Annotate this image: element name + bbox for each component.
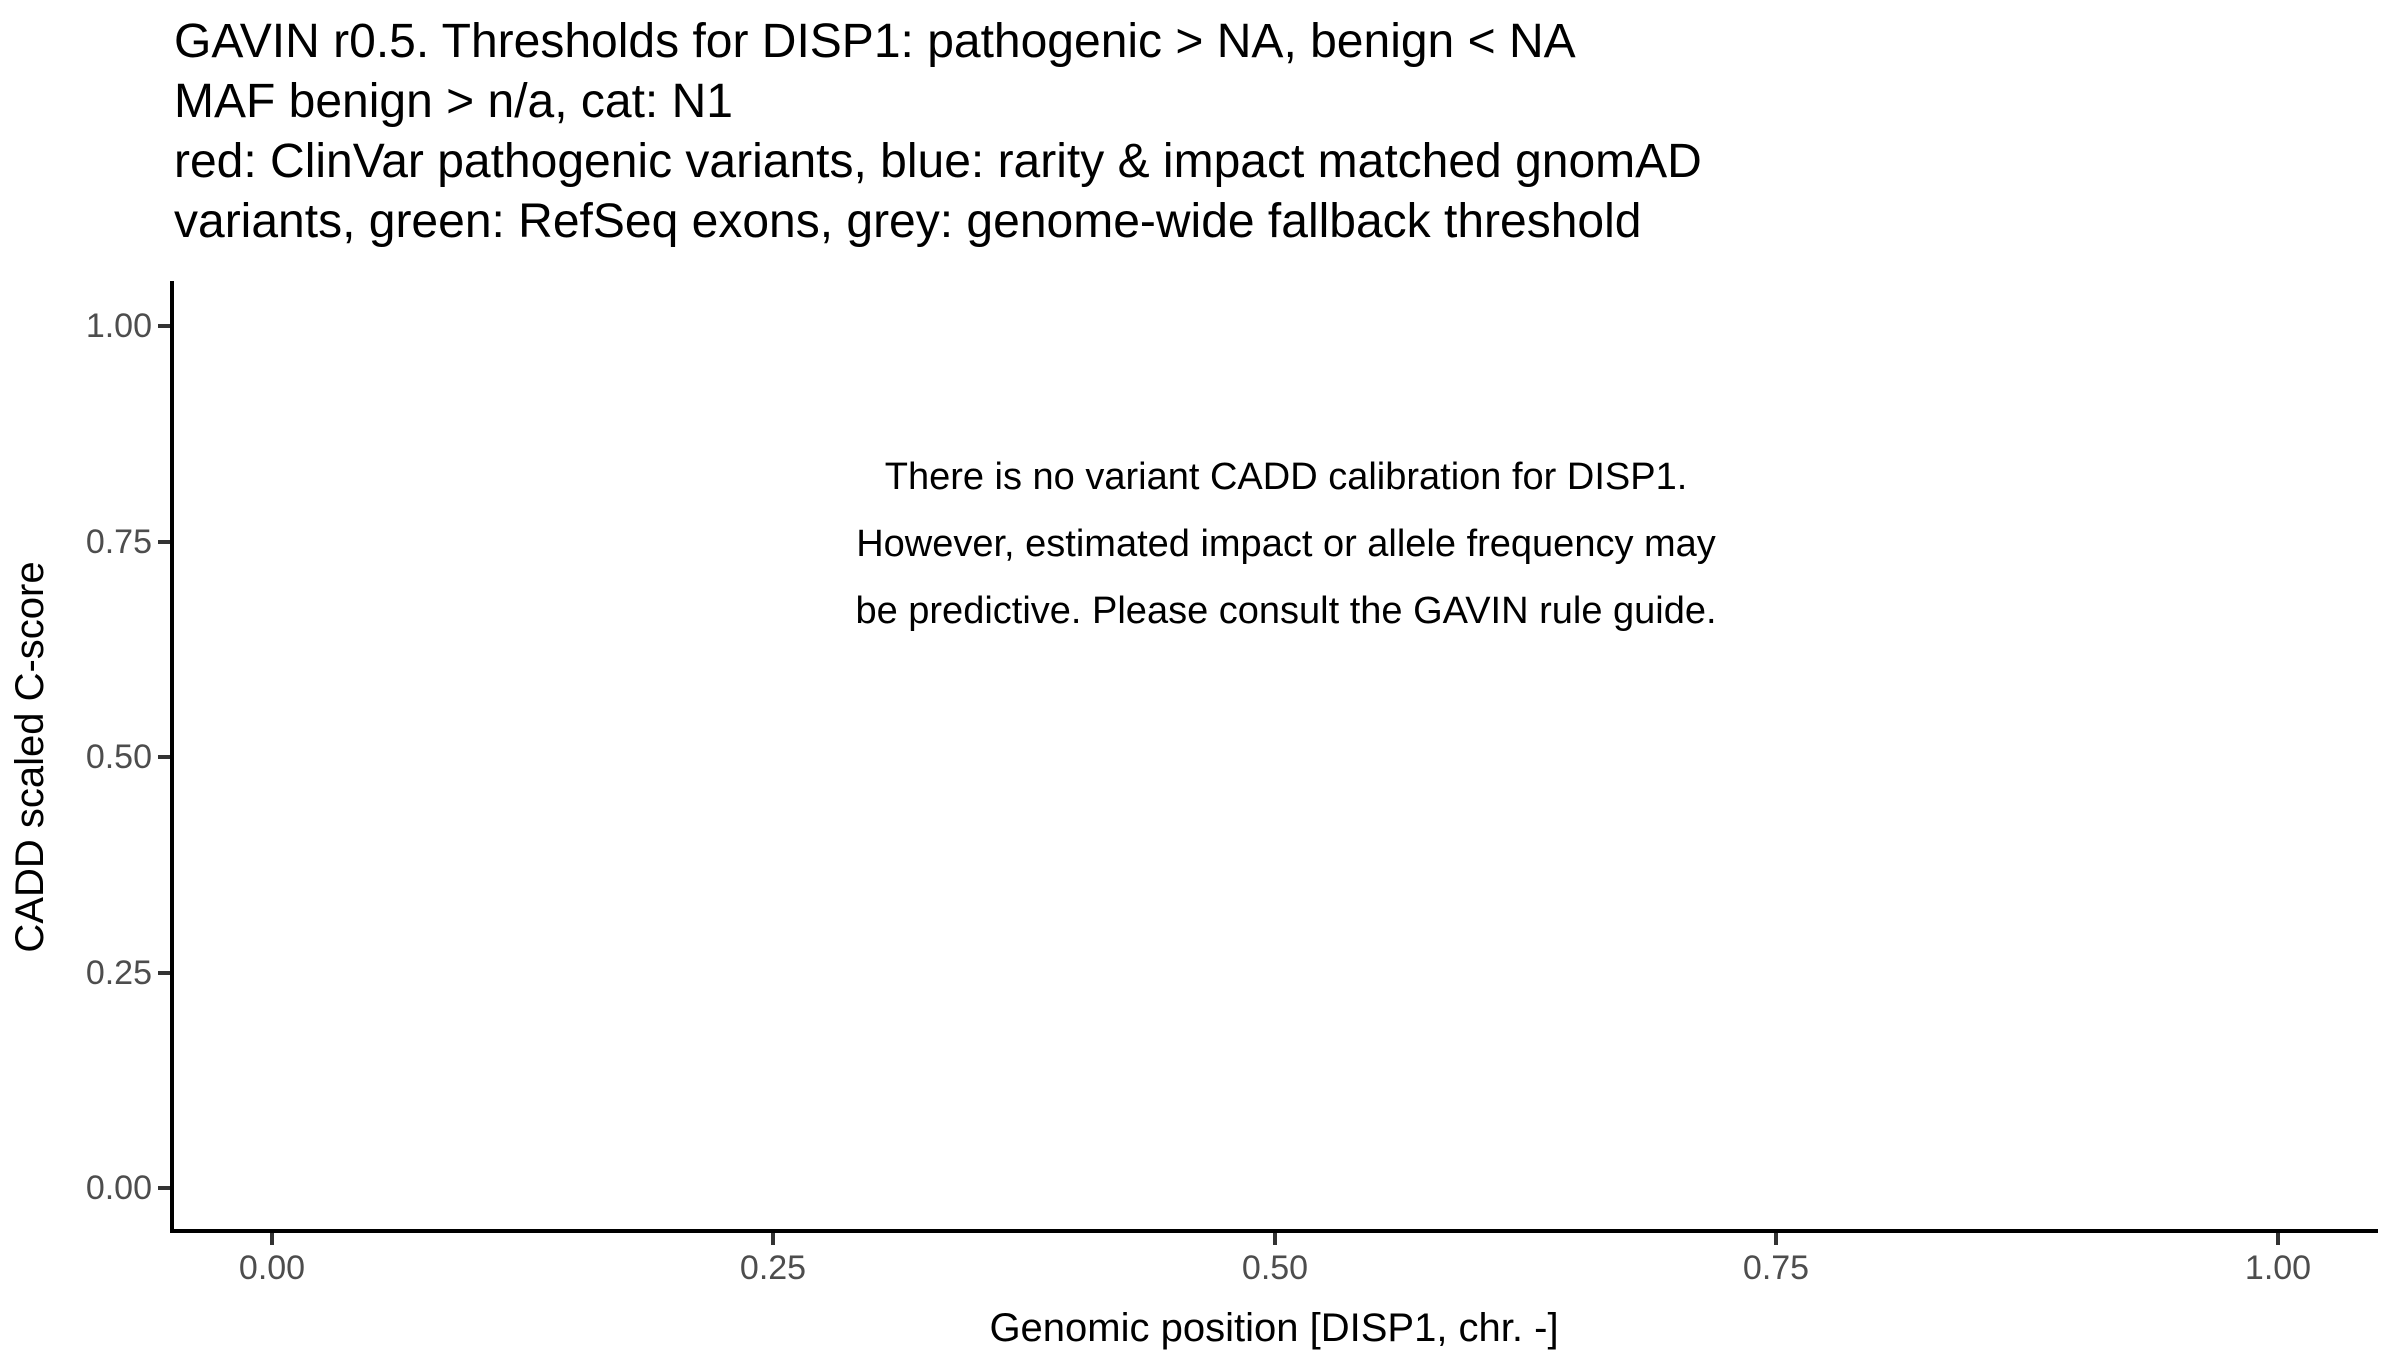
annotation-line-2: However, estimated impact or allele frequency may [856, 523, 1716, 565]
x-tick-label: 0.00 [238, 1249, 306, 1287]
x-tick-label: 0.50 [1241, 1249, 1309, 1287]
x-tick-label: 1.00 [2244, 1249, 2312, 1287]
x-tick-mark [771, 1233, 775, 1245]
y-tick-label: 0.25 [85, 954, 152, 992]
x-tick-mark [1273, 1233, 1277, 1245]
annotation-line-3: be predictive. Please consult the GAVIN rule guide. [855, 590, 1717, 632]
x-tick-mark [1774, 1233, 1778, 1245]
y-tick-label: 0.50 [85, 738, 152, 776]
plot-title-line-1: GAVIN r0.5. Thresholds for DISP1: pathogenic > NA, benign < NA [174, 15, 1576, 68]
y-tick-label: 1.00 [85, 307, 152, 345]
y-axis-title: CADD scaled C-score [8, 561, 52, 953]
plot-title-line-3: red: ClinVar pathogenic variants, blue: rarity & impact matched gnomAD [174, 135, 1702, 188]
plot-title-line-4: variants, green: RefSeq exons, grey: genome-wide fallback threshold [174, 195, 1642, 248]
plot-title [174, 12, 1702, 252]
x-tick-label: 0.25 [739, 1249, 807, 1287]
x-tick-mark [270, 1233, 274, 1245]
annotation-line-1: There is no variant CADD calibration for DISP1. [884, 456, 1688, 498]
y-tick-label: 0.75 [85, 523, 152, 561]
plot-title-line-2: MAF benign > n/a, cat: N1 [174, 75, 733, 128]
y-tick-mark [158, 971, 170, 975]
y-tick-mark [158, 540, 170, 544]
y-axis-line [170, 281, 174, 1233]
y-tick-mark [158, 324, 170, 328]
y-tick-label: 0.00 [85, 1169, 152, 1207]
y-tick-mark [158, 1186, 170, 1190]
no-calibration-annotation [855, 444, 1716, 645]
x-axis-title: Genomic position [DISP1, chr. -] [989, 1306, 1559, 1350]
y-tick-mark [158, 755, 170, 759]
x-tick-mark [2276, 1233, 2280, 1245]
x-tick-label: 0.75 [1742, 1249, 1810, 1287]
